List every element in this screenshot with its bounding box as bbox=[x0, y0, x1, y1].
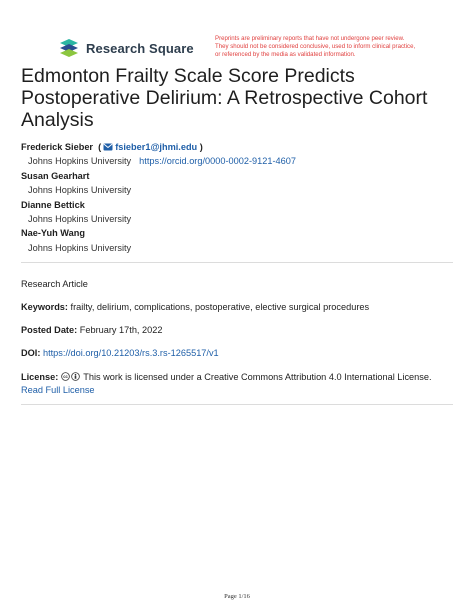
license-text: This work is licensed under a Creative Commons Attribution 4.0 International License. bbox=[83, 372, 432, 382]
author-affiliation: Johns Hopkins University bbox=[28, 185, 132, 196]
logo-text: Research Square bbox=[86, 40, 194, 56]
divider bbox=[21, 262, 453, 263]
doi-link[interactable]: https://doi.org/10.21203/rs.3.rs-1265517/v1 bbox=[42, 348, 219, 358]
author-email-link[interactable]: fsieber1@jhmi.edu bbox=[115, 142, 198, 152]
author-name: Dianne Bettick bbox=[21, 199, 85, 210]
author-affiliation-row bbox=[21, 154, 451, 168]
posted-date-label: Posted Date: bbox=[21, 325, 78, 335]
preprint-disclaimer bbox=[215, 35, 440, 60]
author-list bbox=[21, 140, 451, 255]
keywords-value: frailty, delirium, complications, postoperative, elective surgical procedures bbox=[70, 302, 370, 312]
page-number: Page 1/16 bbox=[224, 593, 250, 600]
research-square-logo-icon bbox=[58, 38, 80, 58]
title-line: Edmonton Frailty Scale Score Predicts bbox=[21, 65, 355, 87]
author-name: Nae-Yuh Wang bbox=[21, 228, 85, 239]
email-open-paren: ( bbox=[95, 142, 102, 152]
title-line: Postoperative Delirium: A Retrospective Cohort bbox=[21, 87, 428, 109]
author-affiliation: Johns Hopkins University bbox=[28, 242, 132, 253]
keywords-row bbox=[21, 301, 453, 314]
divider bbox=[21, 404, 453, 405]
author-name: Susan Gearhart bbox=[21, 170, 90, 181]
article-type: Research Article bbox=[21, 279, 88, 289]
posted-date-row bbox=[21, 324, 453, 337]
author-affiliation: Johns Hopkins University bbox=[28, 156, 132, 167]
doi-row bbox=[21, 347, 453, 360]
posted-date-value: February 17th, 2022 bbox=[79, 325, 163, 335]
email-close-paren: ) bbox=[197, 142, 203, 152]
creative-commons-icon bbox=[61, 372, 70, 381]
doi-label: DOI: bbox=[21, 348, 41, 358]
read-full-license-link[interactable]: Read Full License bbox=[21, 385, 95, 395]
license-label: License: bbox=[21, 372, 59, 382]
title-line: Analysis bbox=[21, 109, 94, 131]
envelope-icon bbox=[103, 143, 113, 151]
disclaimer-line: They should not be considered conclusive, used to inform clinical practice, bbox=[215, 43, 416, 51]
license-row bbox=[21, 371, 453, 397]
paper-title bbox=[21, 65, 451, 131]
svg-text:cc: cc bbox=[63, 374, 68, 380]
keywords-label: Keywords: bbox=[21, 302, 68, 312]
orcid-link[interactable]: https://orcid.org/0000-0002-9121-4607 bbox=[139, 156, 296, 167]
disclaimer-line: or referenced by the media as validated information. bbox=[215, 51, 356, 59]
disclaimer-line: Preprints are preliminary reports that have not undergone peer review. bbox=[215, 35, 405, 42]
research-square-logo[interactable] bbox=[58, 38, 194, 58]
attribution-icon bbox=[71, 372, 80, 381]
author-name: Frederick Sieber bbox=[21, 142, 94, 152]
author-entry bbox=[21, 140, 451, 154]
author-affiliation: Johns Hopkins University bbox=[28, 214, 132, 225]
